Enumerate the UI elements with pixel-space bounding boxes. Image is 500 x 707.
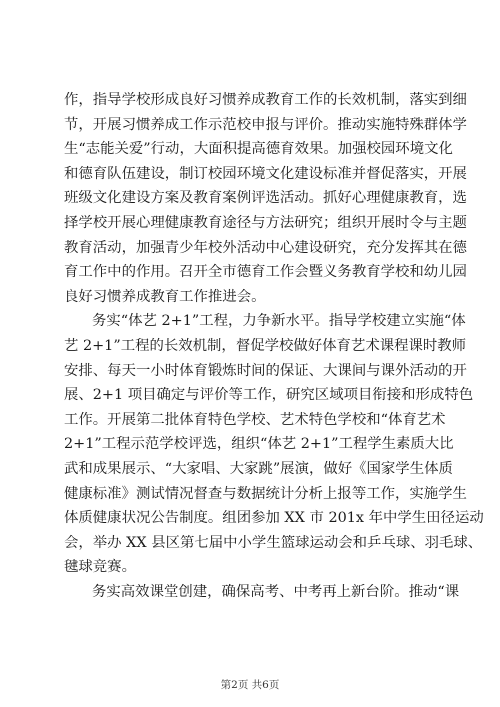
text-line: 务实高效课堂创建，确保高考、中考再上新台阶。推动“课 xyxy=(92,583,460,600)
text-line: 生“志能关爱”行动，大面积提高德育效果。加强校园环境文化 xyxy=(64,141,453,158)
text-line: 育工作中的作用。召开全市德育工作会暨义务教育学校和幼儿园 xyxy=(64,264,467,281)
text-line: 务实“体艺 2+1”工程，力争新水平。指导学校建立实施“体 xyxy=(92,313,466,330)
text-line: 毽球竞赛。 xyxy=(64,559,136,576)
text-line: 展、2+1 项目确定与评价等工作，研究区域项目衔接和形成特色 xyxy=(64,387,474,404)
text-line: 会，举办 XX 县区第七届中小学生篮球运动会和乒乓球、羽毛球、 xyxy=(64,534,483,551)
text-line: 工作。开展第二批体育特色学校、艺术特色学校和“体育艺术 xyxy=(64,411,446,428)
text-line: 健康标准》测试情况督查与数据统计分析上报等工作，实施学生 xyxy=(64,485,467,502)
text-line: 班级文化建设方案及教育案例评选活动。抓好心理健康教育，选 xyxy=(64,190,467,207)
page-number-footer: 第2页 共6页 xyxy=(220,679,280,691)
text-line: 体质健康状况公告制度。组团参加 XX 市 201x 年中学生田径运动 xyxy=(64,510,484,527)
text-line: 武和成果展示、“大家唱、大家跳”展演，做好《国家学生体质 xyxy=(64,460,453,477)
text-line: 2+1”工程示范学校评选，组织“体艺 2+1”工程学生素质大比 xyxy=(64,436,454,453)
text-line: 艺 2+1”工程的长效机制，督促学校做好体育艺术课程课时教师 xyxy=(64,337,467,354)
text-line: 良好习惯养成教育工作推进会。 xyxy=(64,288,266,305)
text-line: 教育活动，加强青少年校外活动中心建设研究，充分发挥其在德 xyxy=(64,239,467,256)
text-line: 和德育队伍建设，制订校园环境文化建设标准并督促落实，开展 xyxy=(64,165,467,182)
text-line: 安排、每天一小时体育锻炼时间的保证、大课间与课外活动的开 xyxy=(64,362,467,379)
document-body xyxy=(64,88,484,604)
text-line: 择学校开展心理健康教育途径与方法研究；组织开展时令与主题 xyxy=(64,214,467,231)
text-line: 节，开展习惯养成工作示范校申报与评价。推动实施特殊群体学 xyxy=(64,116,467,133)
text-line: 作，指导学校形成良好习惯养成教育工作的长效机制，落实到细 xyxy=(64,92,467,108)
